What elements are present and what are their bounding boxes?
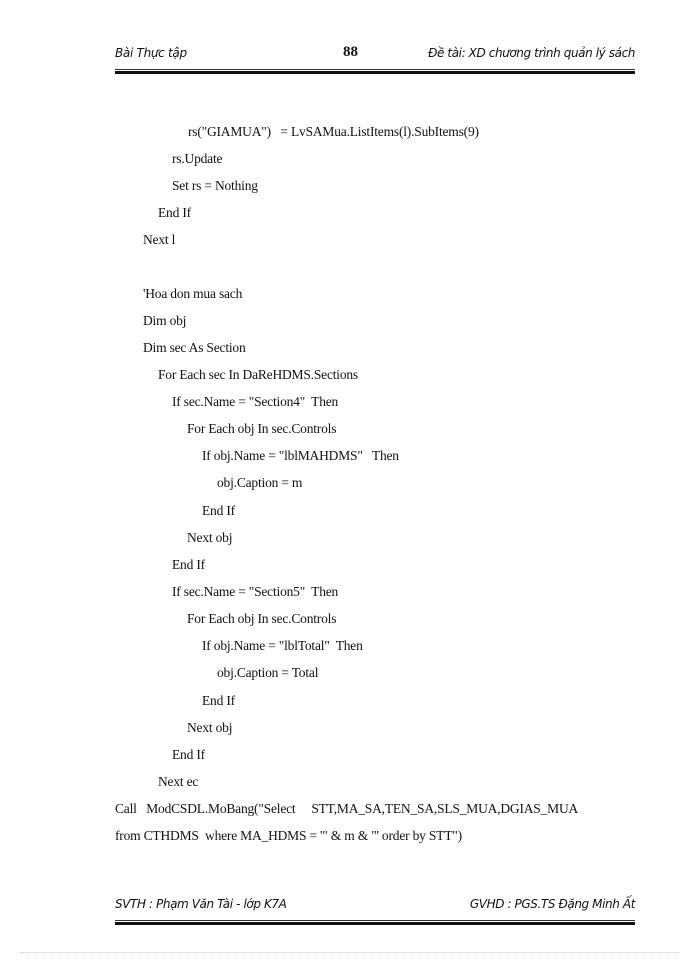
footer-rule (115, 920, 635, 925)
code-line: Next obj (187, 530, 233, 545)
code-line: Dim sec As Section (143, 340, 246, 355)
code-line: For Each sec In DaReHDMS.Sections (158, 367, 358, 382)
code-line: rs("GIAMUA") = LvSAMua.ListItems(l).SubItems(9) (188, 124, 479, 139)
page-footer (115, 897, 635, 915)
page-edge-divider (20, 952, 680, 953)
footer-supervisor-label: GVHD : PGS.TS Đặng Minh Ất (469, 897, 635, 911)
code-line: End If (202, 693, 235, 708)
code-line: End If (202, 503, 235, 518)
code-line: obj.Caption = Total (217, 665, 319, 680)
footer-student-label: SVTH : Phạm Văn Tài - lớp K7A (115, 897, 287, 911)
code-line: obj.Caption = m (217, 475, 303, 490)
code-line: Set rs = Nothing (172, 178, 258, 193)
header-topic-label: Đề tài: XD chương trình quản lý sách (428, 46, 635, 60)
code-line: 'Hoa don mua sach (143, 286, 243, 301)
code-line: If obj.Name = "lblTotal" Then (202, 638, 363, 653)
header-course-label: Bài Thực tập (115, 46, 187, 60)
code-line: End If (158, 205, 191, 220)
code-line: Call ModCSDL.MoBang("Select STT,MA_SA,TEN_SA,SLS_MUA,DGIAS_MUA (115, 801, 579, 816)
code-line: Next ec (158, 774, 199, 789)
code-line: Next l (143, 232, 176, 247)
code-line: If obj.Name = "lblMAHDMS" Then (202, 448, 399, 463)
code-line: Dim obj (143, 313, 187, 328)
code-line: End If (172, 747, 205, 762)
code-line: If sec.Name = "Section5" Then (172, 584, 339, 599)
code-line: rs.Update (172, 151, 223, 166)
page-header (115, 44, 635, 64)
page-number: 88 (343, 44, 358, 60)
code-line: Next obj (187, 720, 233, 735)
code-line: End If (172, 557, 205, 572)
code-line: If sec.Name = "Section4" Then (172, 394, 339, 409)
code-line: For Each obj In sec.Controls (187, 421, 337, 436)
code-line: For Each obj In sec.Controls (187, 611, 337, 626)
code-line: from CTHDMS where MA_HDMS = '" & m & "' order by STT") (115, 828, 462, 843)
header-rule (115, 69, 635, 74)
